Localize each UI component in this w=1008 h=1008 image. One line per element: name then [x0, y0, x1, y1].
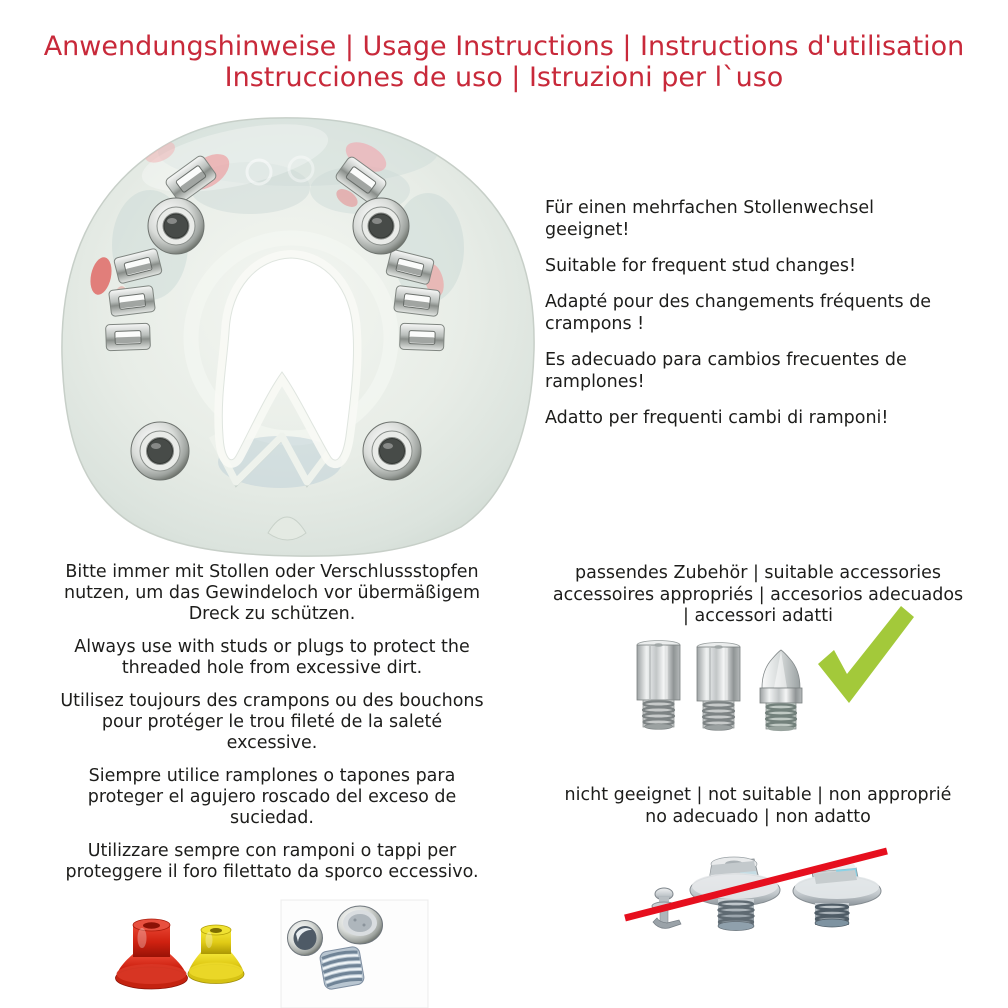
protection-note-es: Siempre utilice ramplones o tapones para proteger el agujero roscado del exceso de suciedad. — [87, 766, 457, 828]
suitable-accessories-heading — [522, 563, 994, 628]
protection-notes — [58, 562, 486, 895]
title-line-1: Anwendungshinweise | Usage Instructions | Instructions d'utilisation — [43, 31, 965, 62]
not-suitable-heading — [522, 785, 994, 828]
plug-yellow — [188, 925, 244, 984]
title-line-2: Instrucciones de uso | Istruzioni per l`uso — [224, 62, 784, 93]
suitable-heading-line-2: accessoires appropriés | accesorios adecuados — [552, 584, 964, 605]
bolt-flanged-left — [690, 857, 780, 931]
not-suitable-heading-line-2: no adecuado | non adatto — [645, 806, 871, 827]
protection-note-de: Bitte immer mit Stollen oder Verschlussstopfen nutzen, um das Gewindeloch vor übermäßigem Dreck zu schützen. — [64, 562, 480, 624]
metal-cap-left — [288, 921, 323, 956]
protection-note-fr: Utilisez toujours des crampons ou des bouchons pour protéger le trou fileté de la saleté excessive. — [60, 691, 484, 753]
suitability-note-fr: Adapté pour des changements fréquents de crampons ! — [545, 292, 932, 334]
plugs-photo — [116, 900, 429, 1008]
not-suitable-photo — [625, 851, 887, 931]
suitable-heading-line-1: passendes Zubehör | suitable accessories — [574, 563, 942, 583]
horseshoe-photo — [62, 111, 534, 556]
not-suitable-heading-line-1: nicht geeignet | not suitable | non approprié — [564, 785, 952, 805]
page-title — [0, 31, 1008, 93]
suitability-note-it: Adatto per frequenti cambi di ramponi! — [545, 408, 889, 428]
stud-hex-medium — [697, 643, 740, 731]
plug-red — [116, 919, 188, 989]
grub-screw — [319, 946, 365, 990]
stud-hex-tall — [637, 641, 680, 730]
suitability-notes — [545, 197, 963, 443]
suitability-note-de: Für einen mehrfachen Stollenwechsel geeignet! — [545, 198, 875, 240]
metal-plug-set — [281, 900, 428, 1008]
protection-note-it: Utilizzare sempre con ramponi o tappi per proteggere il foro filettato da sporco eccessivo. — [65, 841, 479, 882]
suitability-note-es: Es adecuado para cambios frecuentes de ramplones! — [545, 350, 907, 392]
stud-pointed — [760, 650, 802, 731]
suitability-note-en: Suitable for frequent stud changes! — [545, 256, 857, 276]
metal-cap-right — [338, 906, 383, 944]
suitable-heading-line-3: | accessori adatti — [683, 606, 833, 626]
protection-note-en: Always use with studs or plugs to protect the threaded hole from excessive dirt. — [74, 637, 470, 678]
